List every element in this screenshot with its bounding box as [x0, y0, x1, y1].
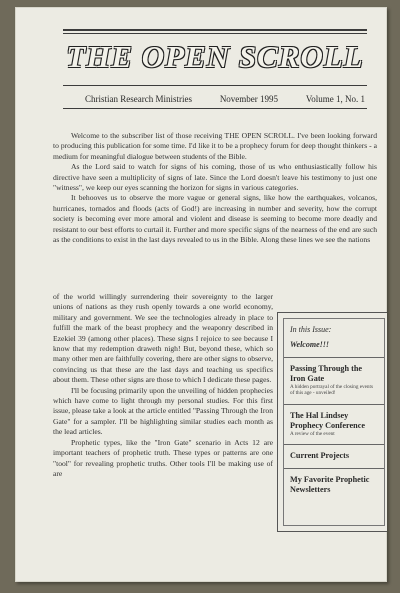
sidebar-welcome: Welcome!!!	[290, 340, 329, 349]
masthead-org: Christian Research Ministries	[85, 94, 192, 104]
article-left-column	[53, 292, 273, 479]
masthead-rule-bottom	[63, 108, 367, 109]
masthead	[85, 94, 365, 104]
newsletter-page	[15, 7, 387, 582]
paragraph: It behooves us to observe the more vague or general signs, like how the earthquakes, volcanos, hurricanes, tornados and floods (acts of God!) are increasing in number and severity, how the corrupt society is becoming ever more amoral and violent and disease is seeming to become more deadly and resistant to our best efforts to curtail it. Further and more specific signs of the nearness of the end are such as the conditions to exist in the last days revealed to us in the Bible. Along these lines we see the nations	[53, 193, 377, 245]
paragraph: Welcome to the subscriber list of those receiving THE OPEN SCROLL. I've been looking forward to producing this publication for some time. I'd like it to be a prophecy forum for deep thought thinkers - a medium for meaningful dialogue between students of the Bible.	[53, 131, 377, 161]
newsletter-title: THE OPEN SCROLL	[66, 39, 364, 74]
masthead-date: November 1995	[219, 94, 279, 104]
divider	[284, 404, 384, 405]
sidebar-item-title: Passing Through the Iron Gate	[290, 364, 363, 383]
divider	[284, 444, 384, 445]
sidebar-item-desc: A hidden portrayal of the closing events of this age - unveiled!	[290, 384, 373, 397]
sidebar-heading: In this Issue:	[290, 325, 332, 334]
sidebar-item-title: Current Projects	[290, 451, 350, 461]
masthead-volume: Volume 1, No. 1	[305, 94, 365, 104]
divider	[284, 357, 384, 358]
top-rule-thin	[63, 33, 367, 34]
in-this-issue-box	[277, 312, 387, 532]
divider	[284, 468, 384, 469]
masthead-rule-top	[63, 85, 367, 86]
sidebar-item-desc: A review of the event	[290, 430, 335, 437]
paragraph: As the Lord said to watch for signs of his coming, those of us who enthusiastically follow his directive have seen a multiplicity of signs of late. Since the Lord doesn't leave his testimony to just one "witness", we keep our eyes scanning the horizon for signs in various categories.	[53, 162, 377, 193]
article-intro	[53, 131, 377, 245]
paragraph: of the world willingly surrendering their sovereignty to the larger unions of nations as they rush openly towards a one world economy, military and government. We see the technologies already in place to fulfill the mark of the beast prophecy and the weaponry described in Ezekiel 39 (among other places). These signs I rejoice to see because I know that my redemption draweth nigh! But, beyond these, which so many other men are faithfully covering, there are other signs to observe, convincing us that these are the last days and teaching us specifics about them. These other signs are those to which I dedicate these pages.	[53, 292, 273, 385]
paragraph: I'll be focusing primarily upon the unveiling of hidden prophecies which have come to light through my personal studies. For this first issue, please take a look at the article entitled "Passing Through the Iron Gate" for a sampler. I'll be highlighting similar studies each month as the lead articles.	[53, 385, 273, 437]
top-rule	[63, 29, 367, 31]
sidebar-item-title: My Favorite Prophetic Newsletters	[290, 475, 370, 495]
sidebar-item-title: The Hal Lindsey Prophecy Conference	[290, 410, 365, 430]
paragraph: Prophetic types, like the "Iron Gate" scenario in Acts 12 are important teachers of prophetic truth. These types or patterns are one "tool" for revealing prophetic truths. Other tools I'll be making use of are	[53, 437, 273, 478]
